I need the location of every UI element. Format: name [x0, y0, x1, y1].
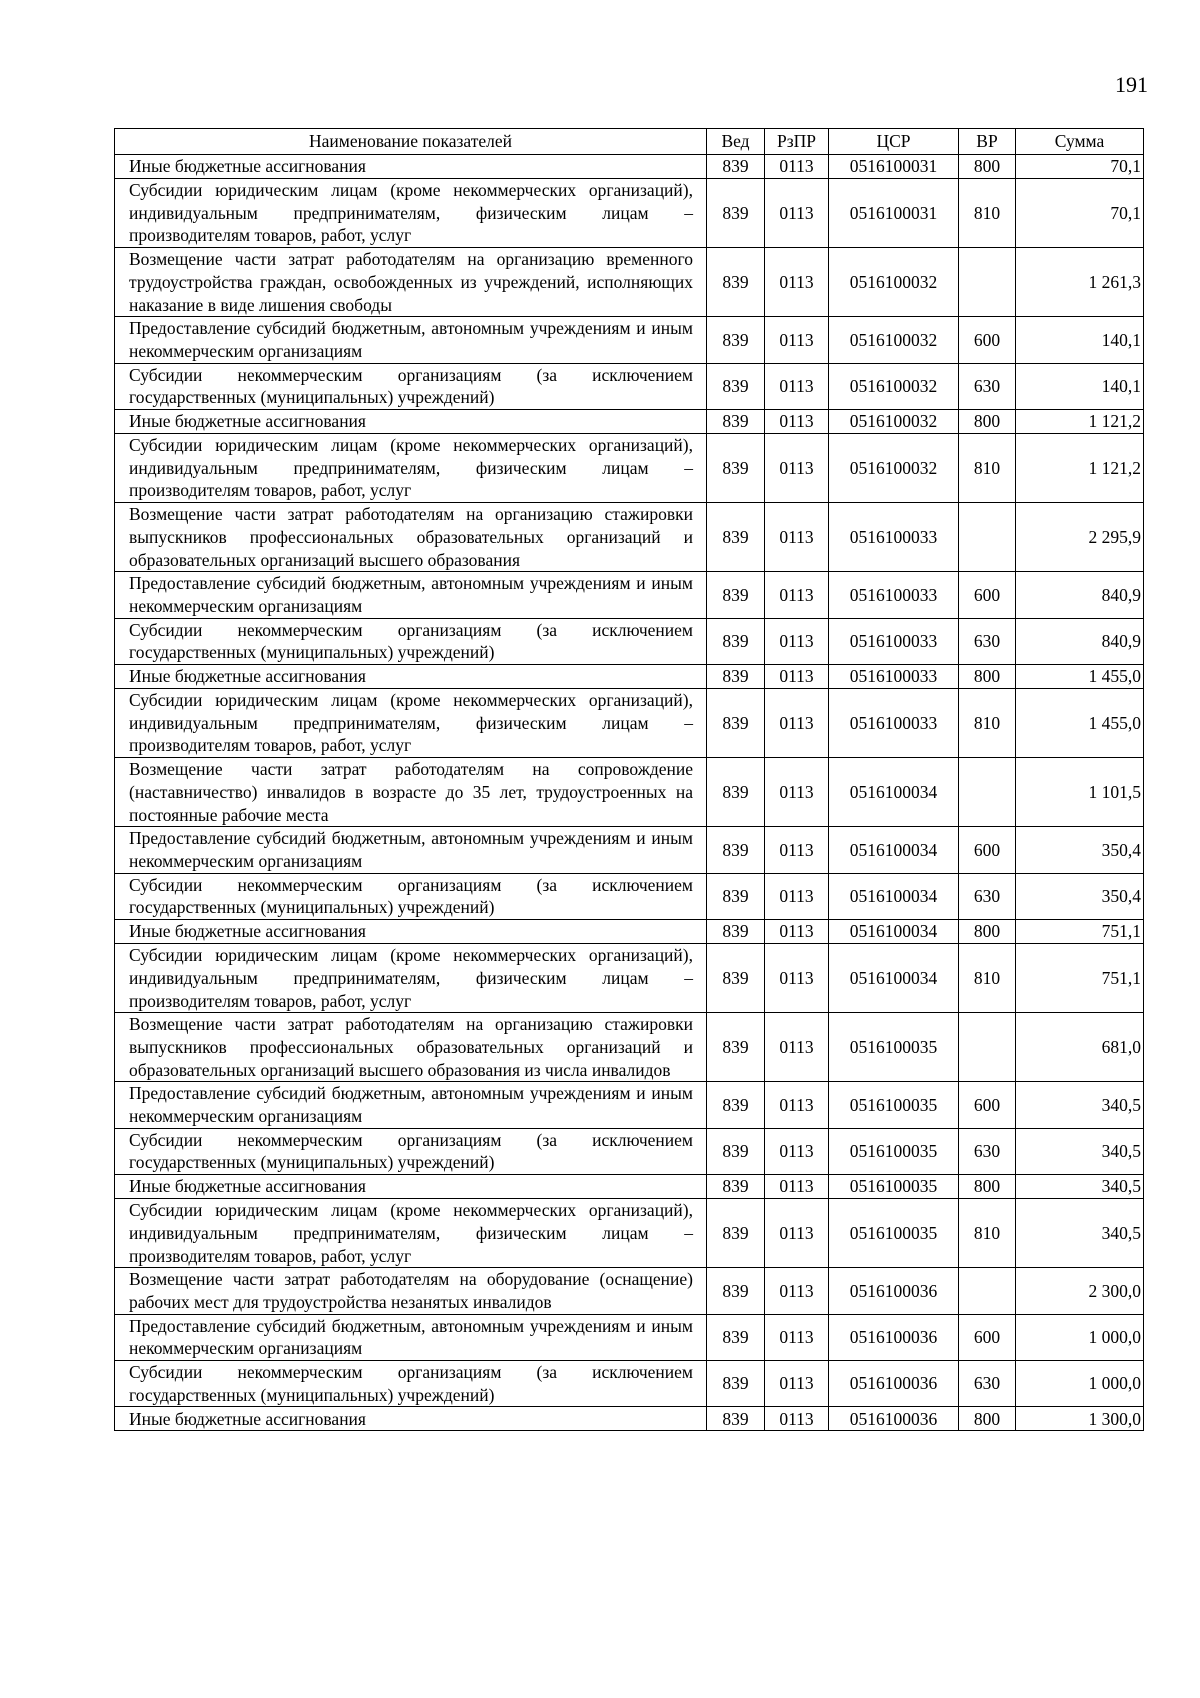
table-row: [115, 1128, 1144, 1174]
cell-rzpr: 0113: [765, 665, 829, 689]
cell-csr: 0516100031: [829, 155, 959, 179]
cell-csr: 0516100033: [829, 503, 959, 572]
cell-csr: 0516100035: [829, 1199, 959, 1268]
cell-name: Субсидии юридическим лицам (кроме некоммерческих организаций), индивидуальным предпринимателям, физическим лицам – производителям товаров, работ, услуг: [115, 434, 707, 503]
cell-sum: 340,5: [1016, 1082, 1144, 1128]
page-number: 191: [1115, 72, 1148, 97]
cell-ved: 839: [707, 944, 765, 1013]
cell-sum: 1 300,0: [1016, 1407, 1144, 1431]
cell-ved: 839: [707, 1175, 765, 1199]
cell-csr: 0516100033: [829, 618, 959, 664]
cell-vr: 630: [959, 1361, 1016, 1407]
cell-vr: 600: [959, 317, 1016, 363]
cell-sum: 751,1: [1016, 920, 1144, 944]
cell-name: Иные бюджетные ассигнования: [115, 1175, 707, 1199]
header-sum: Сумма: [1016, 129, 1144, 155]
cell-csr: 0516100032: [829, 363, 959, 409]
table-row: [115, 179, 1144, 248]
cell-sum: 1 101,5: [1016, 758, 1144, 827]
table-row: [115, 689, 1144, 758]
cell-ved: 839: [707, 363, 765, 409]
table-row: [115, 1199, 1144, 1268]
table-row: [115, 248, 1144, 317]
cell-csr: 0516100036: [829, 1361, 959, 1407]
cell-vr: [959, 758, 1016, 827]
budget-table: [114, 128, 1144, 1431]
cell-ved: 839: [707, 179, 765, 248]
cell-name: Предоставление субсидий бюджетным, автономным учреждениям и иным некоммерческим организациям: [115, 1314, 707, 1360]
cell-rzpr: 0113: [765, 689, 829, 758]
cell-vr: 810: [959, 689, 1016, 758]
cell-vr: 800: [959, 410, 1016, 434]
cell-vr: 810: [959, 179, 1016, 248]
cell-vr: 600: [959, 827, 1016, 873]
cell-rzpr: 0113: [765, 758, 829, 827]
header-name: Наименование показателей: [115, 129, 707, 155]
cell-ved: 839: [707, 1128, 765, 1174]
table-row: [115, 827, 1144, 873]
cell-name: Иные бюджетные ассигнования: [115, 1407, 707, 1431]
header-ved: Вед: [707, 129, 765, 155]
cell-name: Возмещение части затрат работодателям на организацию стажировки выпускников профессиональных образовательных организаций и образовательных организаций высшего образования: [115, 503, 707, 572]
table-row: [115, 1082, 1144, 1128]
table-row: [115, 1407, 1144, 1431]
cell-vr: 800: [959, 665, 1016, 689]
cell-vr: [959, 503, 1016, 572]
cell-rzpr: 0113: [765, 873, 829, 919]
cell-sum: 340,5: [1016, 1199, 1144, 1268]
cell-name: Иные бюджетные ассигнования: [115, 665, 707, 689]
cell-name: Субсидии некоммерческим организациям (за исключением государственных (муниципальных) учреждений): [115, 363, 707, 409]
cell-sum: 340,5: [1016, 1175, 1144, 1199]
cell-name: Субсидии некоммерческим организациям (за исключением государственных (муниципальных) учреждений): [115, 1128, 707, 1174]
cell-vr: 800: [959, 1175, 1016, 1199]
cell-csr: 0516100034: [829, 827, 959, 873]
cell-ved: 839: [707, 618, 765, 664]
cell-ved: 839: [707, 1407, 765, 1431]
cell-sum: 70,1: [1016, 155, 1144, 179]
cell-rzpr: 0113: [765, 1314, 829, 1360]
cell-rzpr: 0113: [765, 920, 829, 944]
table-row: [115, 317, 1144, 363]
cell-sum: 681,0: [1016, 1013, 1144, 1082]
cell-csr: 0516100034: [829, 944, 959, 1013]
cell-name: Субсидии некоммерческим организациям (за исключением государственных (муниципальных) учреждений): [115, 1361, 707, 1407]
cell-sum: 2 300,0: [1016, 1268, 1144, 1314]
cell-sum: 840,9: [1016, 618, 1144, 664]
cell-name: Возмещение части затрат работодателям на организацию временного трудоустройства граждан, освобожденных из учреждений, исполняющих наказание в виде лишения свободы: [115, 248, 707, 317]
table-row: [115, 434, 1144, 503]
table-row: [115, 920, 1144, 944]
cell-rzpr: 0113: [765, 572, 829, 618]
table-row: [115, 758, 1144, 827]
cell-rzpr: 0113: [765, 1082, 829, 1128]
cell-name: Предоставление субсидий бюджетным, автономным учреждениям и иным некоммерческим организациям: [115, 317, 707, 363]
cell-sum: 1 455,0: [1016, 689, 1144, 758]
cell-ved: 839: [707, 1268, 765, 1314]
cell-csr: 0516100034: [829, 873, 959, 919]
cell-ved: 839: [707, 1314, 765, 1360]
table-row: [115, 1175, 1144, 1199]
table-row: [115, 944, 1144, 1013]
cell-vr: 810: [959, 1199, 1016, 1268]
cell-csr: 0516100036: [829, 1407, 959, 1431]
cell-sum: 2 295,9: [1016, 503, 1144, 572]
cell-csr: 0516100034: [829, 758, 959, 827]
cell-vr: 810: [959, 434, 1016, 503]
cell-ved: 839: [707, 1082, 765, 1128]
cell-name: Возмещение части затрат работодателям на оборудование (оснащение) рабочих мест для трудоустройства незанятых инвалидов: [115, 1268, 707, 1314]
cell-sum: 751,1: [1016, 944, 1144, 1013]
cell-ved: 839: [707, 248, 765, 317]
cell-csr: 0516100032: [829, 434, 959, 503]
cell-sum: 1 261,3: [1016, 248, 1144, 317]
cell-ved: 839: [707, 572, 765, 618]
cell-ved: 839: [707, 1199, 765, 1268]
cell-ved: 839: [707, 873, 765, 919]
cell-vr: 800: [959, 920, 1016, 944]
table-body: [115, 155, 1144, 1431]
cell-rzpr: 0113: [765, 248, 829, 317]
cell-csr: 0516100035: [829, 1175, 959, 1199]
table-row: [115, 1013, 1144, 1082]
cell-csr: 0516100035: [829, 1082, 959, 1128]
cell-rzpr: 0113: [765, 1407, 829, 1431]
cell-csr: 0516100032: [829, 248, 959, 317]
cell-vr: [959, 1013, 1016, 1082]
cell-ved: 839: [707, 317, 765, 363]
cell-rzpr: 0113: [765, 1268, 829, 1314]
cell-name: Возмещение части затрат работодателям на организацию стажировки выпускников профессиональных образовательных организаций и образовательных организаций высшего образования из числа инвалидов: [115, 1013, 707, 1082]
cell-rzpr: 0113: [765, 827, 829, 873]
table-row: [115, 572, 1144, 618]
cell-rzpr: 0113: [765, 363, 829, 409]
cell-ved: 839: [707, 920, 765, 944]
cell-rzpr: 0113: [765, 618, 829, 664]
cell-rzpr: 0113: [765, 1361, 829, 1407]
cell-name: Субсидии юридическим лицам (кроме некоммерческих организаций), индивидуальным предпринимателям, физическим лицам – производителям товаров, работ, услуг: [115, 689, 707, 758]
cell-name: Иные бюджетные ассигнования: [115, 920, 707, 944]
table-row: [115, 873, 1144, 919]
cell-vr: 630: [959, 363, 1016, 409]
cell-ved: 839: [707, 1013, 765, 1082]
cell-vr: 600: [959, 1314, 1016, 1360]
cell-name: Возмещение части затрат работодателям на сопровождение (наставничество) инвалидов в возрасте до 35 лет, трудоустроенных на постоянные рабочие места: [115, 758, 707, 827]
cell-ved: 839: [707, 155, 765, 179]
cell-csr: 0516100036: [829, 1314, 959, 1360]
cell-name: Субсидии некоммерческим организациям (за исключением государственных (муниципальных) учреждений): [115, 618, 707, 664]
cell-rzpr: 0113: [765, 1175, 829, 1199]
cell-vr: 630: [959, 618, 1016, 664]
cell-csr: 0516100035: [829, 1013, 959, 1082]
cell-rzpr: 0113: [765, 1128, 829, 1174]
cell-vr: 600: [959, 1082, 1016, 1128]
table-row: [115, 155, 1144, 179]
cell-vr: 800: [959, 155, 1016, 179]
cell-sum: 1 121,2: [1016, 410, 1144, 434]
cell-ved: 839: [707, 1361, 765, 1407]
table-row: [115, 618, 1144, 664]
cell-name: Предоставление субсидий бюджетным, автономным учреждениям и иным некоммерческим организациям: [115, 827, 707, 873]
table-row: [115, 1268, 1144, 1314]
cell-sum: 140,1: [1016, 363, 1144, 409]
cell-rzpr: 0113: [765, 317, 829, 363]
cell-ved: 839: [707, 827, 765, 873]
cell-ved: 839: [707, 434, 765, 503]
cell-name: Субсидии юридическим лицам (кроме некоммерческих организаций), индивидуальным предпринимателям, физическим лицам – производителям товаров, работ, услуг: [115, 944, 707, 1013]
cell-name: Иные бюджетные ассигнования: [115, 410, 707, 434]
header-rzpr: РзПР: [765, 129, 829, 155]
cell-csr: 0516100034: [829, 920, 959, 944]
cell-name: Предоставление субсидий бюджетным, автономным учреждениям и иным некоммерческим организациям: [115, 572, 707, 618]
cell-sum: 340,5: [1016, 1128, 1144, 1174]
cell-name: Предоставление субсидий бюджетным, автономным учреждениям и иным некоммерческим организациям: [115, 1082, 707, 1128]
cell-rzpr: 0113: [765, 1013, 829, 1082]
cell-sum: 350,4: [1016, 873, 1144, 919]
cell-vr: 630: [959, 1128, 1016, 1174]
cell-csr: 0516100036: [829, 1268, 959, 1314]
cell-rzpr: 0113: [765, 944, 829, 1013]
header-csr: ЦСР: [829, 129, 959, 155]
cell-sum: 70,1: [1016, 179, 1144, 248]
cell-csr: 0516100035: [829, 1128, 959, 1174]
cell-rzpr: 0113: [765, 503, 829, 572]
cell-vr: 800: [959, 1407, 1016, 1431]
cell-sum: 840,9: [1016, 572, 1144, 618]
table-header-row: [115, 129, 1144, 155]
table-row: [115, 665, 1144, 689]
cell-ved: 839: [707, 758, 765, 827]
cell-vr: [959, 248, 1016, 317]
cell-sum: 1 121,2: [1016, 434, 1144, 503]
cell-name: Субсидии юридическим лицам (кроме некоммерческих организаций), индивидуальным предпринимателям, физическим лицам – производителям товаров, работ, услуг: [115, 179, 707, 248]
cell-vr: 810: [959, 944, 1016, 1013]
cell-sum: 1 000,0: [1016, 1361, 1144, 1407]
cell-csr: 0516100032: [829, 410, 959, 434]
cell-name: Субсидии некоммерческим организациям (за исключением государственных (муниципальных) учреждений): [115, 873, 707, 919]
cell-ved: 839: [707, 410, 765, 434]
cell-sum: 1 000,0: [1016, 1314, 1144, 1360]
cell-sum: 140,1: [1016, 317, 1144, 363]
cell-ved: 839: [707, 503, 765, 572]
cell-vr: [959, 1268, 1016, 1314]
cell-name: Субсидии юридическим лицам (кроме некоммерческих организаций), индивидуальным предпринимателям, физическим лицам – производителям товаров, работ, услуг: [115, 1199, 707, 1268]
cell-name: Иные бюджетные ассигнования: [115, 155, 707, 179]
cell-ved: 839: [707, 689, 765, 758]
cell-vr: 600: [959, 572, 1016, 618]
cell-csr: 0516100033: [829, 572, 959, 618]
cell-csr: 0516100033: [829, 665, 959, 689]
cell-rzpr: 0113: [765, 1199, 829, 1268]
table-row: [115, 363, 1144, 409]
table-row: [115, 410, 1144, 434]
table-row: [115, 1361, 1144, 1407]
cell-csr: 0516100032: [829, 317, 959, 363]
cell-csr: 0516100033: [829, 689, 959, 758]
cell-ved: 839: [707, 665, 765, 689]
cell-rzpr: 0113: [765, 155, 829, 179]
cell-sum: 1 455,0: [1016, 665, 1144, 689]
cell-vr: 630: [959, 873, 1016, 919]
table-row: [115, 1314, 1144, 1360]
cell-rzpr: 0113: [765, 434, 829, 503]
cell-rzpr: 0113: [765, 179, 829, 248]
header-vr: ВР: [959, 129, 1016, 155]
table-row: [115, 503, 1144, 572]
cell-rzpr: 0113: [765, 410, 829, 434]
cell-csr: 0516100031: [829, 179, 959, 248]
cell-sum: 350,4: [1016, 827, 1144, 873]
